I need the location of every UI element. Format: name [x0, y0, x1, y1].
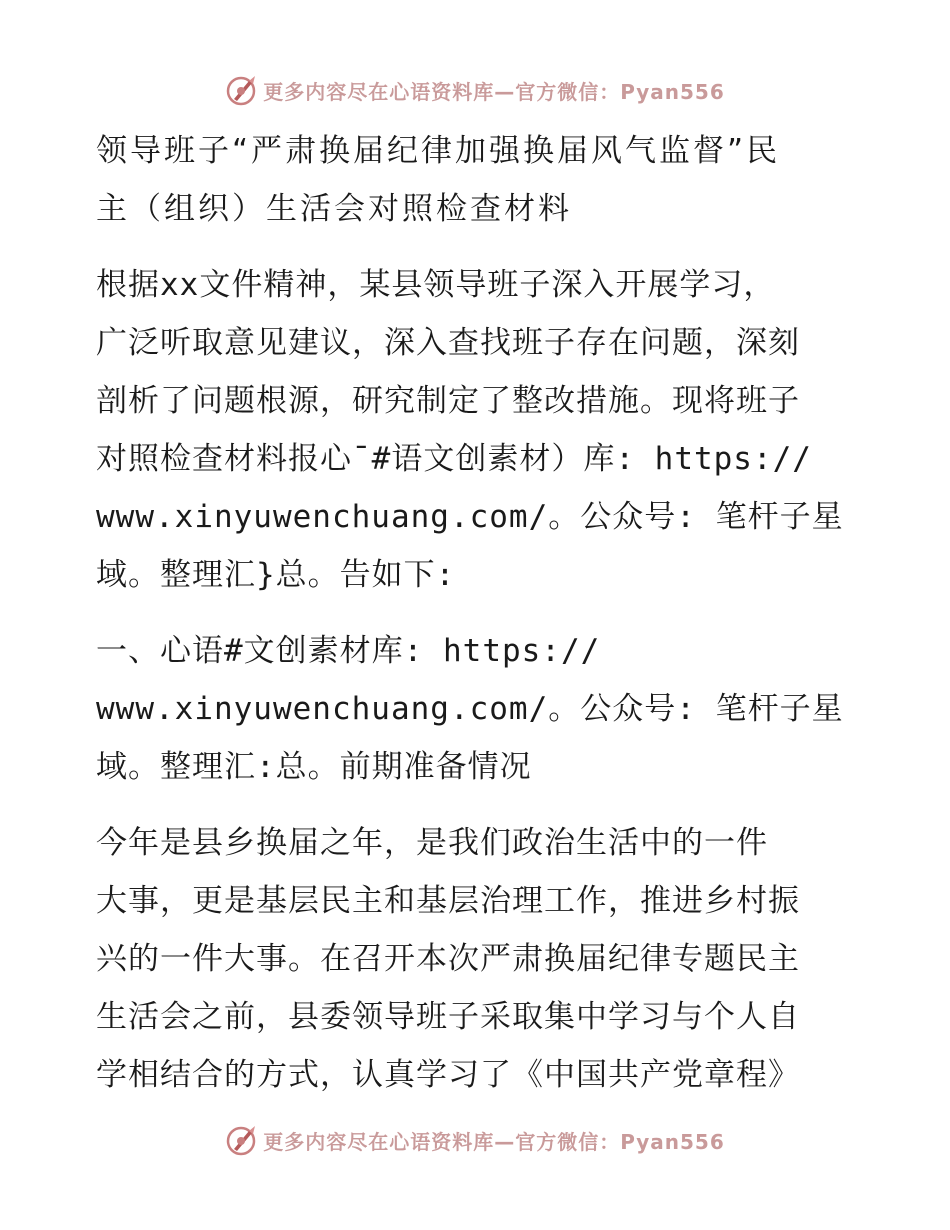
section-heading-preparation — [96, 622, 856, 796]
watermark-header — [0, 70, 950, 110]
watermark-text: 更多内容尽在心语资料库—官方微信：Pyan556 — [263, 1129, 725, 1154]
text-line: 广泛听取意见建议，深入查找班子存在问题，深刻 — [96, 325, 800, 361]
watermark-text: 更多内容尽在心语资料库—官方微信：Pyan556 — [263, 79, 725, 104]
text-line: 域。整理汇:总。前期准备情况 — [96, 749, 532, 785]
text-line: 剖析了问题根源，研究制定了整改措施。现将班子 — [96, 383, 800, 419]
text-line: www.xinyuwenchuang.com/。公众号: 笔杆子星 — [96, 691, 844, 727]
text-line: 大事，更是基层民主和基层治理工作，推进乡村振 — [96, 883, 800, 919]
text-line: 对照检查材料报心¯#语文创素材）库: https:// — [96, 441, 812, 477]
document-title — [96, 122, 856, 238]
title-line: 主（组织）生活会对照检查材料 — [96, 191, 572, 227]
text-line: 今年是县乡换届之年，是我们政治生活中的一件 — [96, 825, 768, 861]
paragraph-preparation — [96, 814, 856, 1104]
quill-seal-icon — [225, 1123, 259, 1157]
title-line: 领导班子“严肃换届纪律加强换届风气监督”民 — [96, 133, 781, 169]
text-line: www.xinyuwenchuang.com/。公众号: 笔杆子星 — [96, 499, 844, 535]
text-line: 学相结合的方式，认真学习了《中国共产党章程》 — [96, 1057, 800, 1093]
document-body — [96, 122, 856, 1104]
quill-seal-icon — [225, 73, 259, 107]
watermark-footer — [0, 1120, 950, 1160]
text-line: 根据xx文件精神，某县领导班子深入开展学习， — [96, 267, 776, 303]
text-line: 兴的一件大事。在召开本次严肃换届纪律专题民主 — [96, 941, 800, 977]
text-line: 生活会之前，县委领导班子采取集中学习与个人自 — [96, 999, 800, 1035]
text-line: 一、心语#文创素材库: https:// — [96, 633, 601, 669]
text-line: 域。整理汇}总。告如下: — [96, 557, 456, 593]
paragraph-intro — [96, 256, 856, 604]
